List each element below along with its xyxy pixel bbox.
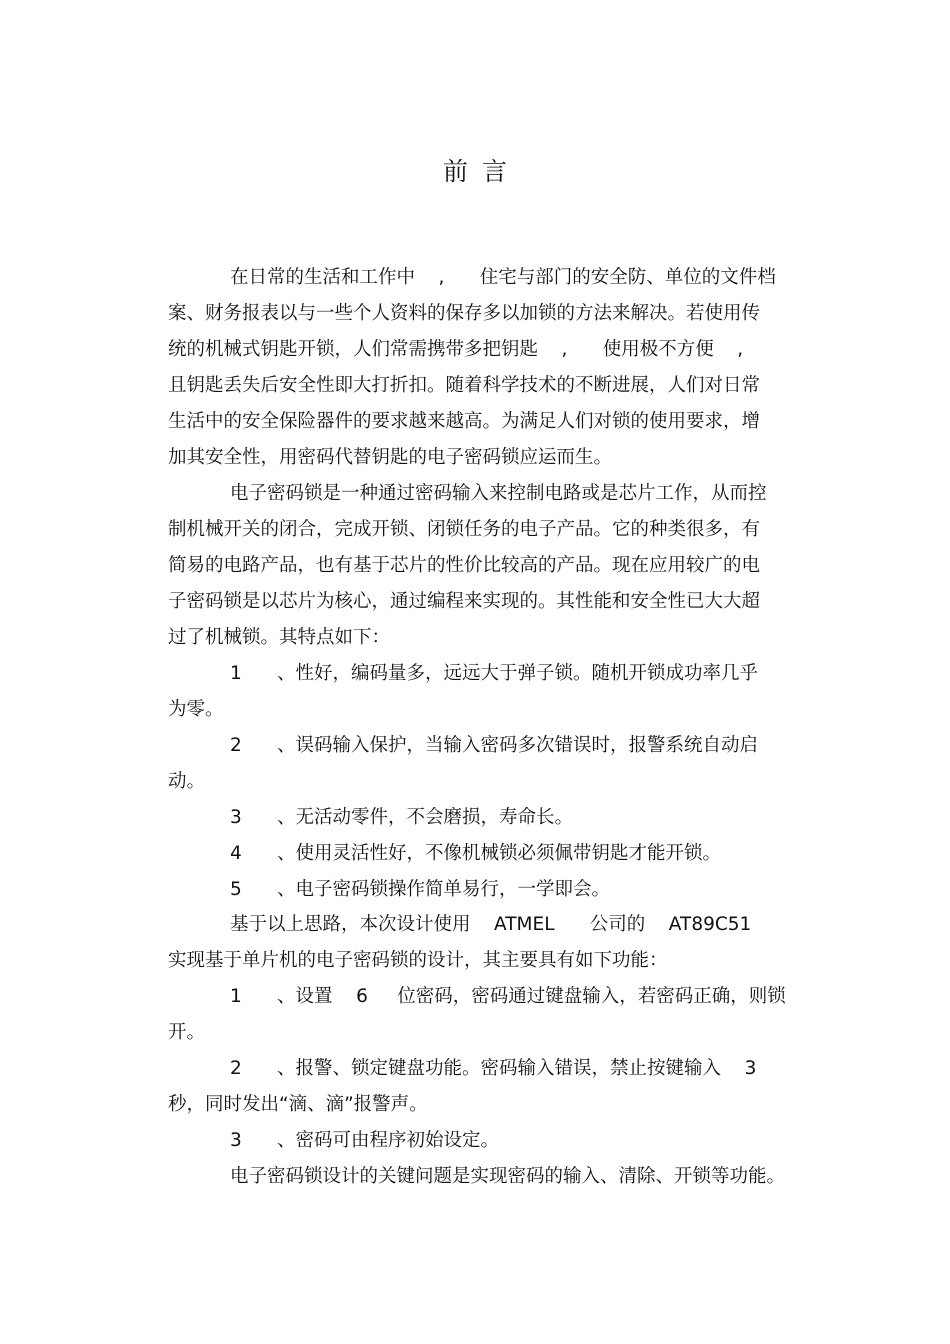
body-line-18: 5 、电子密码锁操作简单易行，一学即会。 <box>230 879 611 900</box>
body-line-9: 简易的电路产品，也有基于芯片的性价比较高的产品。现在应用较广的电 <box>168 555 761 576</box>
body-line-7: 电子密码锁是一种通过密码输入来控制电路或是芯片工作，从而控 <box>230 483 767 504</box>
body-line-13: 为零。 <box>168 699 224 720</box>
title-char-2: 言 <box>482 157 508 186</box>
body-line-17: 4 、使用灵活性好，不像机械锁必须佩带钥匙才能开锁。 <box>230 843 722 864</box>
body-line-26: 电子密码锁设计的关键问题是实现密码的输入、清除、开锁等功能。 <box>230 1166 786 1187</box>
title-char-1: 前 <box>442 157 468 186</box>
body-line-8: 制机械开关的闭合，完成开锁、闭锁任务的电子产品。它的种类很多，有 <box>168 519 761 540</box>
body-line-3: 统的机械式钥匙开锁，人们常需携带多把钥匙 , 使用极不方便 , <box>168 339 744 360</box>
body-line-4: 且钥匙丢失后安全性即大打折扣。随着科学技术的不断进展，人们对日常 <box>168 375 761 396</box>
body-line-16: 3 、无活动零件，不会磨损，寿命长。 <box>230 807 574 828</box>
body-line-23: 2 、报警、锁定键盘功能。密码输入错误，禁止按键输入 3 <box>230 1058 757 1079</box>
body-line-5: 生活中的安全保险器件的要求越来越高。为满足人们对锁的使用要求，增 <box>168 411 761 432</box>
body-line-10: 子密码锁是以芯片为核心，通过编程来实现的。其性能和安全性已大大超 <box>168 591 761 612</box>
body-line-11: 过了机械锁。其特点如下： <box>168 627 391 648</box>
body-line-19: 基于以上思路，本次设计使用 ATMEL 公司的 AT89C51 <box>230 914 752 935</box>
body-line-1: 在日常的生活和工作中 , 住宅与部门的安全防、单位的文件档 <box>230 267 776 288</box>
body-line-15: 动。 <box>168 771 206 792</box>
body-line-22: 开。 <box>168 1022 206 1043</box>
body-line-21: 1 、设置 6 位密码，密码通过键盘输入，若密码正确，则锁 <box>230 986 786 1007</box>
body-line-12: 1 、性好，编码量多，远远大于弹子锁。随机开锁成功率几乎 <box>230 663 759 684</box>
body-line-6: 加其安全性，用密码代替钥匙的电子密码锁应运而生。 <box>168 447 613 468</box>
body-line-24: 秒，同时发出“滴、滴”报警声。 <box>168 1094 428 1115</box>
page-title <box>0 152 950 188</box>
body-line-14: 2 、误码输入保护，当输入密码多次错误时，报警系统自动启 <box>230 735 759 756</box>
body-line-25: 3 、密码可由程序初始设定。 <box>230 1130 500 1151</box>
body-line-2: 案、财务报表以与一些个人资料的保存多以加锁的方法来解决。若使用传 <box>168 303 761 324</box>
body-line-20: 实现基于单片机的电子密码锁的设计，其主要具有如下功能： <box>168 950 668 971</box>
